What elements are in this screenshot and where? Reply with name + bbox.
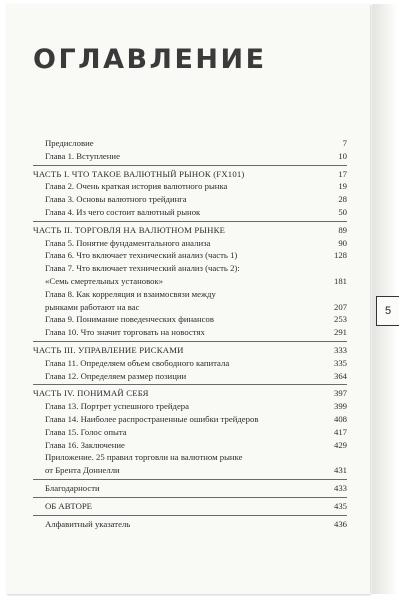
toc-entry-title: Глава 1. Вступление (45, 150, 120, 161)
toc-entry (33, 275, 347, 288)
table-of-contents (33, 137, 347, 530)
toc-page-number: 19 (338, 181, 347, 192)
toc-entry (33, 288, 333, 301)
toc-entry-title: Глава 4. Из чего состоит валютный рынок (45, 206, 201, 217)
divider-line (33, 515, 347, 516)
toc-entry-title: рынками работают на вас (45, 301, 140, 312)
toc-entry (33, 206, 347, 219)
toc-entry (33, 193, 347, 206)
toc-page-number: 417 (333, 426, 347, 437)
toc-page-number: 399 (333, 401, 347, 412)
toc-entry (33, 518, 347, 531)
toc-entry-title: Приложение. 25 правил торговли на валютном рынке (45, 452, 243, 463)
toc-page-number: 89 (338, 224, 347, 235)
toc-part-heading (33, 387, 347, 400)
toc-entry-title: ЧАСТЬ III. УПРАВЛЕНИЕ РИСКАМИ (33, 344, 184, 355)
toc-entry-title: ОБ АВТОРЕ (45, 500, 92, 511)
toc-page-number: 435 (333, 500, 347, 511)
toc-part-heading (33, 224, 347, 237)
toc-entry-title: ЧАСТЬ I. ЧТО ТАКОЕ ВАЛЮТНЫЙ РЫНОК (FX101) (33, 168, 245, 179)
divider-line (33, 341, 347, 342)
toc-page-number: 397 (333, 388, 347, 399)
divider-line (33, 497, 347, 498)
toc-entry (33, 262, 333, 275)
toc-entry (33, 400, 347, 413)
toc-page-number: 10 (338, 150, 347, 161)
toc-page-number: 90 (338, 237, 347, 248)
toc-entry (33, 249, 347, 262)
toc-entry (33, 370, 347, 383)
toc-entry-title: ЧАСТЬ IV. ПОНИМАЙ СЕБЯ (33, 388, 149, 399)
toc-entry (33, 313, 347, 326)
toc-entry-title: Глава 10. Что значит торговать на новостях (45, 327, 205, 338)
toc-entry (33, 464, 347, 477)
toc-entry-title: «Семь смертельных установок» (45, 275, 164, 286)
toc-page-number: 50 (338, 206, 347, 217)
divider-line (33, 165, 347, 166)
toc-page-number: 364 (333, 370, 347, 381)
toc-entry (33, 150, 347, 163)
toc-entry (33, 451, 333, 464)
page-title: ОГЛАВЛЕНИЕ (33, 44, 267, 75)
toc-entry-title: Глава 3. Основы валютного трейдинга (45, 194, 187, 205)
toc-entry (33, 237, 347, 250)
toc-page-number: 291 (333, 327, 347, 338)
toc-page-number: 181 (333, 275, 347, 286)
toc-page-number: 28 (338, 194, 347, 205)
toc-entry (33, 439, 347, 452)
toc-entry-title: Алфавитный указатель (45, 518, 131, 529)
toc-page-number: 429 (333, 439, 347, 450)
toc-entry (33, 500, 347, 513)
toc-page-number: 128 (333, 250, 347, 261)
toc-page-number: 333 (333, 344, 347, 355)
toc-page-number: 433 (333, 482, 347, 493)
toc-entry (33, 301, 347, 314)
toc-page-number: 408 (333, 413, 347, 424)
toc-entry-title: Глава 11. Определяем объем свободного капитала (45, 357, 230, 368)
page-number-tab: 5 (376, 296, 399, 326)
toc-page-number: 7 (342, 138, 347, 148)
toc-entry-title: Глава 15. Голос опыта (45, 426, 127, 437)
toc-entry-title: Глава 14. Наиболее распространенные ошибки трейдеров (45, 413, 259, 424)
toc-entry-title: Глава 7. Что включает технический анализ (часть 2): (45, 263, 240, 274)
toc-entry (33, 413, 347, 426)
toc-part-heading (33, 168, 347, 181)
toc-entry (33, 137, 347, 150)
toc-entry (33, 180, 347, 193)
toc-entry (33, 426, 347, 439)
divider-line (33, 221, 347, 222)
toc-entry-title: Глава 2. Очень краткая история валютного рынка (45, 181, 228, 192)
toc-entry-title: Благодарности (45, 482, 100, 493)
toc-entry-title: Глава 6. Что включает технический анализ (часть 1) (45, 250, 238, 261)
toc-entry-title: от Брента Доннелли (45, 465, 120, 476)
toc-page-number: 253 (333, 314, 347, 325)
divider-line (33, 479, 347, 480)
toc-entry-title: ЧАСТЬ II. ТОРГОВЛЯ НА ВАЛЮТНОМ РЫНКЕ (33, 224, 226, 235)
toc-entry (33, 357, 347, 370)
toc-page-number: 335 (333, 357, 347, 368)
toc-entry-title: Глава 16. Заключение (45, 439, 125, 450)
toc-entry (33, 326, 347, 339)
toc-entry-title: Глава 13. Портрет успешного трейдера (45, 401, 189, 412)
toc-entry-title: Глава 9. Понимание поведенческих финансов (45, 314, 214, 325)
toc-entry (33, 482, 347, 495)
toc-page-number: 431 (333, 465, 347, 476)
toc-page-number: 17 (338, 168, 347, 179)
divider-line (33, 384, 347, 385)
toc-entry-title: Предисловие (45, 138, 94, 148)
toc-entry-title: Глава 5. Понятие фундаментального анализа (45, 237, 211, 248)
toc-page-number: 207 (333, 301, 347, 312)
toc-page-number: 436 (333, 518, 347, 529)
toc-entry-title: Глава 12. Определяем размер позиции (45, 370, 187, 381)
toc-entry-title: Глава 8. Как корреляция и взаимосвязи между (45, 288, 216, 299)
toc-part-heading (33, 344, 347, 357)
